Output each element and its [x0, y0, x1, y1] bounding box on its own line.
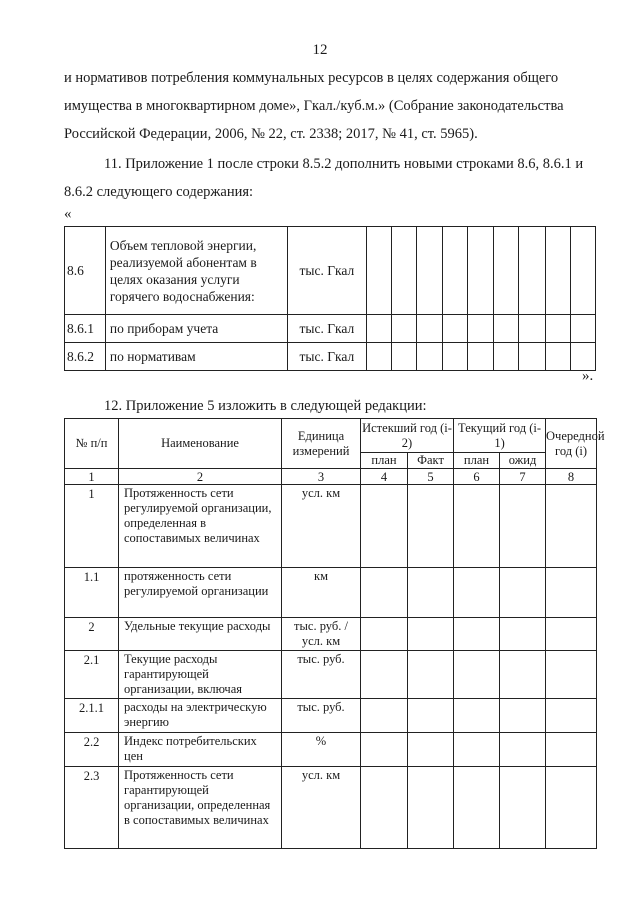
empty-cell [468, 227, 494, 315]
row-unit: усл. км [282, 485, 361, 568]
row-name: Протяженность сети регулируемой организации, определенная в сопоставимых величинах [119, 485, 282, 568]
column-index: 5 [408, 469, 454, 485]
header-unit: Единица измерений [282, 419, 361, 469]
empty-cell [361, 618, 408, 651]
empty-cell [454, 485, 500, 568]
row-name: протяженность сети регулируемой организации [119, 568, 282, 618]
column-index-row [65, 469, 597, 485]
empty-cell [408, 767, 454, 849]
row-number: 8.6.1 [65, 315, 106, 343]
row-unit: тыс. Гкал [288, 343, 367, 371]
row-unit: тыс. руб. [282, 699, 361, 733]
header-fact: Факт [408, 453, 454, 469]
empty-cell [408, 651, 454, 699]
empty-cell [416, 315, 442, 343]
empty-cell [454, 568, 500, 618]
table1-row [65, 343, 596, 371]
row-unit: % [282, 733, 361, 767]
page-number: 12 [312, 42, 328, 58]
empty-cell [545, 315, 570, 343]
empty-cell [408, 699, 454, 733]
row-name: расходы на электрическую энергию [119, 699, 282, 733]
column-index: 1 [65, 469, 119, 485]
empty-cell [500, 699, 546, 733]
empty-cell [366, 315, 391, 343]
empty-cell [500, 618, 546, 651]
column-index: 6 [454, 469, 500, 485]
empty-cell [500, 485, 546, 568]
table-row [65, 699, 597, 733]
empty-cell [500, 733, 546, 767]
empty-cell [519, 227, 545, 315]
empty-cell [494, 315, 519, 343]
empty-cell [408, 485, 454, 568]
intro-paragraph [64, 64, 598, 148]
item-12-paragraph [64, 392, 598, 420]
row-number: 2.2 [65, 733, 119, 767]
table-row [65, 651, 597, 699]
empty-cell [494, 343, 519, 371]
row-unit: тыс. руб. / усл. км [282, 618, 361, 651]
row-name: по приборам учета [105, 315, 287, 343]
row-name: Протяженность сети гарантирующей организации, определенная в сопоставимых величинах [119, 767, 282, 849]
intro-text: и нормативов потребления коммунальных ресурсов в целях содержания общего имущества в многоквартирном доме», Гкал./куб.м.» (Собрание законодательства Российской Федерации, 2006, № 22, ст. 2338; 2017, № 41, ст. 5965). [64, 70, 564, 142]
empty-cell [546, 733, 597, 767]
column-index: 4 [361, 469, 408, 485]
row-name: Удельные текущие расходы [119, 618, 282, 651]
table-row [65, 618, 597, 651]
empty-cell [454, 733, 500, 767]
empty-cell [361, 767, 408, 849]
appendix-1-insert-table [64, 226, 596, 371]
empty-cell [454, 699, 500, 733]
item-12-text: 12. Приложение 5 изложить в следующей редакции: [104, 398, 427, 414]
empty-cell [546, 699, 597, 733]
empty-cell [500, 767, 546, 849]
header-expected: ожид [500, 453, 546, 469]
empty-cell [519, 343, 545, 371]
column-index: 8 [546, 469, 597, 485]
item-11-text: 11. Приложение 1 после строки 8.5.2 дополнить новыми строками 8.6, 8.6.1 и 8.6.2 следующего содержания: [64, 156, 584, 200]
row-number: 8.6.2 [65, 343, 106, 371]
empty-cell [443, 343, 468, 371]
item-11-paragraph [64, 150, 598, 206]
row-name: Индекс потребительских цен [119, 733, 282, 767]
row-number: 2.1 [65, 651, 119, 699]
row-unit: усл. км [282, 767, 361, 849]
empty-cell [546, 618, 597, 651]
empty-cell [361, 651, 408, 699]
table-row [65, 767, 597, 849]
empty-cell [366, 343, 391, 371]
column-index: 7 [500, 469, 546, 485]
empty-cell [443, 227, 468, 315]
empty-cell [468, 315, 494, 343]
empty-cell [408, 568, 454, 618]
empty-cell [570, 227, 595, 315]
empty-cell [391, 227, 416, 315]
empty-cell [366, 227, 391, 315]
header-next-year: Очередной год (i) [546, 419, 597, 469]
column-index: 3 [282, 469, 361, 485]
empty-cell [454, 618, 500, 651]
header-past-year: Истекший год (i-2) [361, 419, 454, 453]
empty-cell [570, 315, 595, 343]
open-quote: « [64, 206, 72, 222]
empty-cell [494, 227, 519, 315]
empty-cell [443, 315, 468, 343]
header-plan-current: план [454, 453, 500, 469]
row-name: по нормативам [105, 343, 287, 371]
table1-row [65, 315, 596, 343]
table-row [65, 485, 597, 568]
empty-cell [546, 651, 597, 699]
row-unit: км [282, 568, 361, 618]
row-number: 1 [65, 485, 119, 568]
empty-cell [570, 343, 595, 371]
empty-cell [391, 343, 416, 371]
row-number: 1.1 [65, 568, 119, 618]
empty-cell [546, 568, 597, 618]
empty-cell [519, 315, 545, 343]
empty-cell [361, 699, 408, 733]
column-index: 2 [119, 469, 282, 485]
row-name: Объем тепловой энергии, реализуемой абонентам в целях оказания услуги горячего водоснабжения: [105, 227, 287, 315]
row-number: 2 [65, 618, 119, 651]
empty-cell [500, 651, 546, 699]
header-name: Наименование [119, 419, 282, 469]
appendix-5-table [64, 418, 605, 849]
row-name: Текущие расходы гарантирующей организации, включая [119, 651, 282, 699]
empty-cell [545, 227, 570, 315]
close-quote: ». [582, 368, 594, 384]
empty-cell [546, 767, 597, 849]
row-unit: тыс. руб. [282, 651, 361, 699]
table-row [65, 568, 597, 618]
table-row [65, 733, 597, 767]
empty-cell [361, 485, 408, 568]
empty-cell [408, 733, 454, 767]
empty-cell [361, 733, 408, 767]
empty-cell [408, 618, 454, 651]
empty-cell [361, 568, 408, 618]
header-plan: план [361, 453, 408, 469]
empty-cell [416, 343, 442, 371]
empty-cell [391, 315, 416, 343]
empty-cell [468, 343, 494, 371]
header-num: № п/п [65, 419, 119, 469]
table1-row [65, 227, 596, 315]
row-unit: тыс. Гкал [288, 227, 367, 315]
row-number: 8.6 [65, 227, 106, 315]
row-unit: тыс. Гкал [288, 315, 367, 343]
empty-cell [454, 651, 500, 699]
empty-cell [416, 227, 442, 315]
header-current-year: Текущий год (i-1) [454, 419, 546, 453]
header-row [65, 419, 597, 453]
row-number: 2.3 [65, 767, 119, 849]
empty-cell [500, 568, 546, 618]
empty-cell [454, 767, 500, 849]
empty-cell [545, 343, 570, 371]
empty-cell [546, 485, 597, 568]
row-number: 2.1.1 [65, 699, 119, 733]
